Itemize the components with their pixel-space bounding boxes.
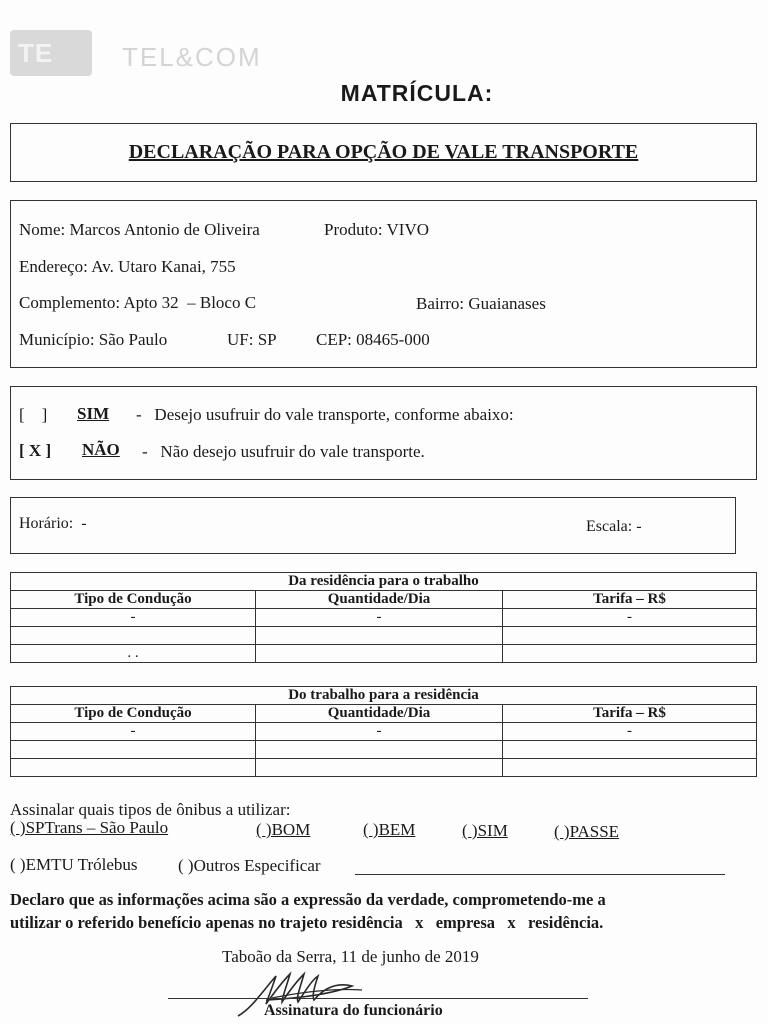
table-cell xyxy=(256,627,503,645)
page-title: MATRÍCULA: xyxy=(340,80,494,106)
bus-option-bem[interactable]: ( )BEM xyxy=(363,820,416,839)
table-cell xyxy=(11,759,256,777)
table-cell: - xyxy=(503,609,757,627)
bus-option-sptrans[interactable]: ( )SPTrans – São Paulo xyxy=(10,818,169,837)
sim-checkbox[interactable]: [ ] xyxy=(19,405,48,424)
table-cell: - xyxy=(503,723,757,741)
signature-line xyxy=(168,998,588,999)
column-header: Quantidade/Dia xyxy=(256,705,503,723)
table-cell xyxy=(11,627,256,645)
table-cell xyxy=(256,645,503,663)
declaration-title-box xyxy=(10,123,757,182)
table-cell: - xyxy=(11,723,256,741)
column-header: Tarifa – R$ xyxy=(503,591,757,609)
escala-field: Escala: - xyxy=(586,518,642,535)
table-title: Do trabalho para a residência xyxy=(11,687,757,705)
table-cell xyxy=(503,627,757,645)
bairro-field: Bairro: Guaianases xyxy=(416,294,546,313)
column-header: Quantidade/Dia xyxy=(256,591,503,609)
table-home-to-work xyxy=(10,572,757,663)
nao-label: NÃO xyxy=(82,440,120,459)
table-title: Da residência para o trabalho xyxy=(11,573,757,591)
table-cell xyxy=(503,759,757,777)
uf-field: UF: SP xyxy=(227,330,277,349)
table-row xyxy=(11,723,757,741)
statement-line-1: Declaro que as informações acima são a expressão da verdade, comprometendo-me a xyxy=(10,890,606,909)
bus-option-outros[interactable]: ( )Outros Especificar xyxy=(178,856,321,875)
column-header: Tipo de Condução xyxy=(11,705,256,723)
table-cell: - xyxy=(11,609,256,627)
schedule-box xyxy=(10,497,736,554)
endereco-field: Endereço: Av. Utaro Kanai, 755 xyxy=(19,257,236,276)
column-header: Tarifa – R$ xyxy=(503,705,757,723)
table-cell xyxy=(256,759,503,777)
table-cell: - xyxy=(256,609,503,627)
logo-mark-text: TE xyxy=(18,38,54,68)
nao-checkbox[interactable]: [ X ] xyxy=(19,441,52,460)
table-cell xyxy=(503,645,757,663)
logo-text: TEL&COM xyxy=(122,42,262,72)
bus-option-emtu[interactable]: ( )EMTU Trólebus xyxy=(10,855,138,874)
table-row xyxy=(11,759,757,777)
complemento-field: Complemento: Apto 32 – Bloco C xyxy=(19,293,257,312)
bus-option-passe[interactable]: ( )PASSE xyxy=(554,822,620,841)
table-cell xyxy=(256,741,503,759)
logo-mark xyxy=(10,30,92,76)
table-cell xyxy=(11,741,256,759)
table-cell: - xyxy=(256,723,503,741)
table-cell: . . xyxy=(11,645,256,663)
declaration-title: DECLARAÇÃO PARA OPÇÃO DE VALE TRANSPORTE xyxy=(128,141,639,163)
column-header: Tipo de Condução xyxy=(11,591,256,609)
municipio-field: Município: São Paulo xyxy=(19,330,168,349)
nao-text: - Não desejo usufruir do vale transporte. xyxy=(142,442,425,461)
transport-option-box xyxy=(10,386,757,480)
employee-info-box xyxy=(10,200,757,368)
nome-field: Nome: Marcos Antonio de Oliveira xyxy=(19,220,260,239)
sim-label: SIM xyxy=(77,404,110,423)
sim-text: - Desejo usufruir do vale transporte, conforme abaixo: xyxy=(136,405,514,424)
produto-field: Produto: VIVO xyxy=(324,220,429,239)
company-logo xyxy=(10,30,270,80)
table-row xyxy=(11,609,757,627)
horario-field: Horário: - xyxy=(19,515,87,532)
table-row xyxy=(11,645,757,663)
outros-specify-line[interactable] xyxy=(355,874,725,875)
bus-option-sim[interactable]: ( )SIM xyxy=(462,821,508,840)
table-work-to-home xyxy=(10,686,757,777)
bus-option-bom[interactable]: ( )BOM xyxy=(256,820,311,839)
place-date: Taboão da Serra, 11 de junho de 2019 xyxy=(222,947,479,966)
table-row xyxy=(11,741,757,759)
signature-label: Assinatura do funcionário xyxy=(264,1002,443,1019)
statement-line-2: utilizar o referido benefício apenas no trajeto residência x empresa x residência. xyxy=(10,913,604,932)
table-cell xyxy=(503,741,757,759)
bus-prompt: Assinalar quais tipos de ônibus a utilizar: xyxy=(10,800,291,819)
table-row xyxy=(11,627,757,645)
cep-field: CEP: 08465-000 xyxy=(316,330,430,349)
